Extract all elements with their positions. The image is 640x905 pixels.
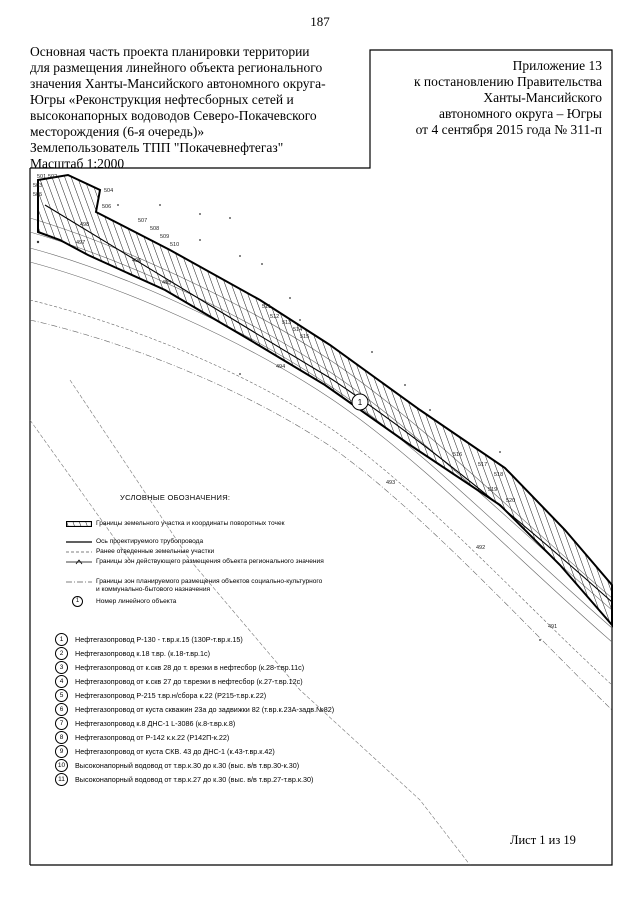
object-marker-number: 1 — [357, 398, 363, 407]
object-number-badge: 9 — [55, 745, 68, 758]
object-label: Нефтегазопровод от Р-142 к.к.22 (Р142П-к.22) — [75, 733, 230, 742]
road-label: 492 — [476, 545, 486, 551]
legend-text: Ранее отведенные земельные участки — [96, 548, 215, 555]
point-label: 516 — [453, 452, 463, 458]
page-number: 187 — [310, 14, 330, 29]
legend-text: Границы зон действующего размещения объекта регионального значения — [96, 558, 324, 565]
object-label: Нефтегазопровод от к.скв 28 до т. врезки в нефтесбор (к.28-т.вр.11с) — [75, 663, 305, 672]
legend-text: Номер линейного объекта — [96, 598, 177, 605]
point-label: 512 — [270, 314, 280, 320]
object-number-badge: 3 — [55, 661, 68, 674]
legend-text: Ось проектируемого трубопровода — [96, 538, 204, 545]
existing-zone-symbol-icon — [66, 559, 92, 565]
road-label: 493 — [386, 480, 396, 486]
annex-line: к постановлению Правительства — [413, 74, 602, 89]
point-label: 505 — [33, 192, 43, 198]
object-number-badge: 11 — [55, 773, 68, 786]
road-label: 495 — [162, 280, 172, 286]
survey-marks — [37, 204, 541, 641]
object-number-badge: 8 — [55, 731, 68, 744]
object-number-badge: 2 — [55, 647, 68, 660]
point-label: 517 — [478, 462, 488, 468]
road-label: 498 — [80, 222, 90, 228]
object-number-badge: 7 — [55, 717, 68, 730]
point-label: 514 — [293, 327, 303, 333]
annex-line: от 4 сентября 2015 года № 311-п — [415, 122, 602, 137]
point-label: 503 — [33, 183, 43, 189]
land-user-line: Землепользователь ТПП "Покачевнефтегаз" — [30, 140, 284, 155]
object-label: Нефтегазопровод от куста СКВ. 43 до ДНС-1 (к.43-т.вр.к.42) — [75, 747, 275, 756]
object-number-badge: 1 — [55, 633, 68, 646]
road-label: 491 — [548, 624, 558, 630]
object-label: Нефтегазопровод от куста скважин 23а до задвижки 82 (т.вр.к.23А-задв.№82) — [75, 705, 335, 714]
planned-zone-symbol-icon — [66, 579, 92, 585]
annex-line: автономного округа – Югры — [439, 106, 602, 121]
land-plot-symbol-icon — [66, 521, 92, 527]
point-label: 511 — [262, 304, 271, 310]
object-label: Нефтегазопровод Р-215 т.вр.н/сбора к.22 (Р215-т.вр.к.22) — [75, 691, 267, 700]
side-boundary — [30, 380, 470, 865]
object-number-symbol-icon: 1 — [72, 596, 83, 607]
point-label: 510 — [170, 242, 180, 248]
title-line: высоконапорных водоводов Северо-Покачевского — [30, 108, 317, 123]
road-label: 497 — [76, 240, 86, 246]
object-label: Нефтегазопровод к.8 ДНС-1 L-3086 (к.8-т.вр.к.8) — [75, 719, 236, 728]
object-number-badge: 4 — [55, 675, 68, 688]
object-label: Нефтегазопровод от к.скв 27 до т.врезки в нефтесбор (к.27-т.вр.12с) — [75, 677, 303, 686]
title-line: Основная часть проекта планировки территории — [30, 44, 310, 59]
legend-text: Границы земельного участка и координаты поворотных точек — [96, 520, 285, 527]
title-line: Югры «Реконструкция нефтесборных сетей и — [30, 92, 294, 107]
title-line: для размещения линейного объекта регионального — [30, 60, 323, 75]
pipeline-axis-symbol-icon — [66, 539, 92, 545]
point-label: 507 — [138, 218, 148, 224]
frame-top — [30, 50, 612, 865]
object-number-badge: 6 — [55, 703, 68, 716]
object-label: Высоконапорный водовод от т.вр.к.30 до к.30 (выс. в/в т.вр.30-к.30) — [75, 761, 300, 770]
legend-heading: УСЛОВНЫЕ ОБОЗНАЧЕНИЯ: — [120, 493, 231, 502]
point-label: 520 — [506, 498, 516, 504]
object-number-badge: 5 — [55, 689, 68, 702]
point-label: 515 — [300, 334, 310, 340]
road-label: 494 — [276, 364, 286, 370]
object-label: Высоконапорный водовод от т.вр.к.27 до к.30 (выс. в/в т.вр.27-т.вр.к.30) — [75, 775, 314, 784]
point-label: 504 — [104, 188, 114, 194]
allotted-plot-symbol-icon — [66, 549, 92, 555]
point-label: 509 — [160, 234, 170, 240]
object-label: Нефтегазопровод к.18 т.вр. (к.18-т.вр.1с) — [75, 649, 211, 658]
object-label: Нефтегазопровод Р-130 - т.вр.к.15 (130Р-т.вр.к.15) — [75, 635, 243, 644]
title-line: значения Ханты-Мансийского автономного округа- — [30, 76, 326, 91]
point-label: 519 — [488, 487, 498, 493]
scale-line: Масштаб 1:2000 — [30, 156, 125, 171]
legend-text: Границы зон планируемого размещения объектов социально-культурного и коммунально-бытового назначения — [96, 578, 323, 593]
point-label: 513 — [282, 320, 292, 326]
annex-line: Ханты-Мансийского — [483, 90, 602, 105]
title-line: месторождения (6-я очередь)» — [30, 124, 205, 139]
point-label: 508 — [150, 226, 160, 232]
point-label: 518 — [494, 472, 504, 478]
road-label: 496 — [132, 258, 142, 264]
sheet-number: Лист 1 из 19 — [510, 833, 576, 847]
point-label: 501 — [37, 174, 47, 180]
point-label: 506 — [102, 204, 112, 210]
point-label: 502 — [48, 174, 58, 180]
annex-line: Приложение 13 — [512, 58, 602, 73]
object-number-badge: 10 — [55, 759, 68, 772]
